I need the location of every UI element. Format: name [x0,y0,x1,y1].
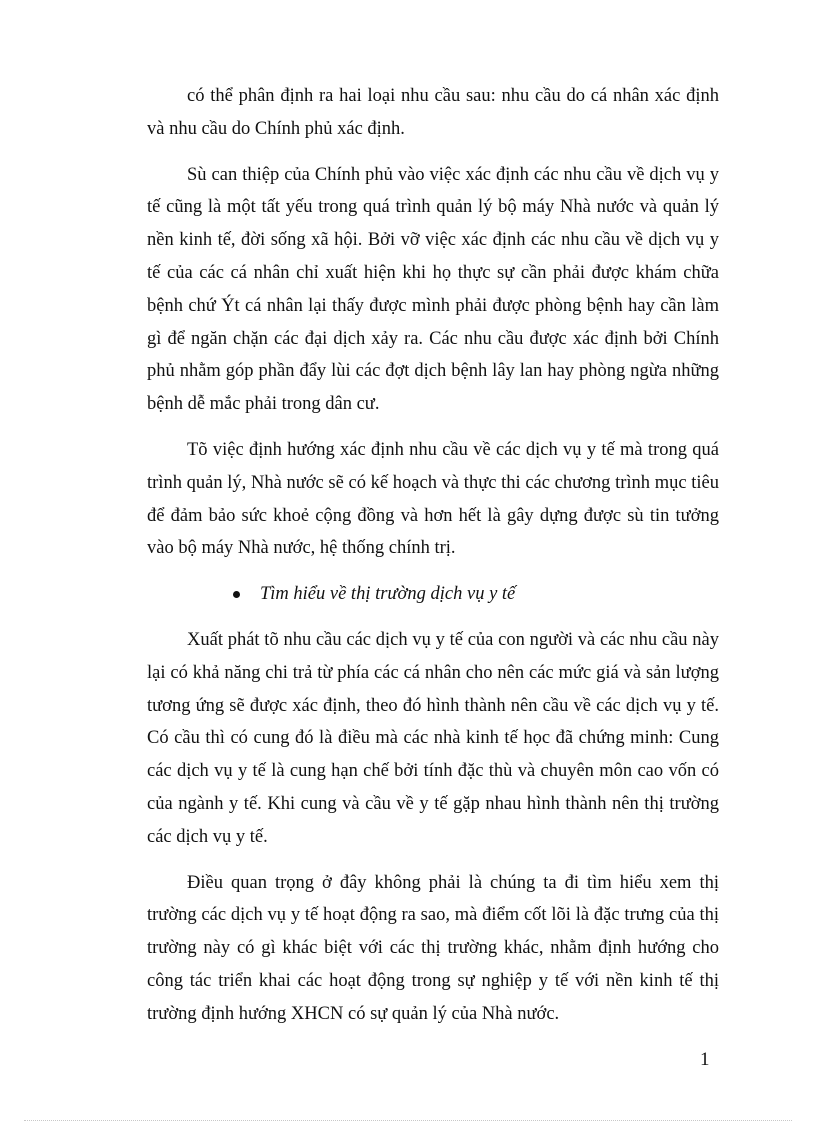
paragraph-orientation: Tõ việc định hướng xác định nhu cầu về các dịch vụ y tế mà trong quá trình quản lý, Nhà nước sẽ có kế hoạch và thực thi các chương trình mục tiêu để đảm bảo sức khoẻ cộng đồng và hơn hết là gây dựng được sù tin tưởng vào bộ máy Nhà nước, hệ thống chính trị. [147,439,719,559]
paragraph-needs-types: có thể phân định ra hai loại nhu cầu sau: nhu cầu do cá nhân xác định và nhu cầu do Chính phủ xác định. [147,86,719,139]
bullet-heading [147,578,719,611]
page-bottom-divider [24,1120,792,1121]
paragraph-market-origin: Xuất phát tõ nhu cầu các dịch vụ y tế của con người và các nhu cầu này lại có khả năng chi trả từ phía các cá nhân cho nên các mức giá và sản lượng tương ứng sẽ được xác định, theo đó hình thành nên cầu về các dịch vụ y tế. Có cầu thì có cung đó là điều mà các nhà kinh tế học đã chứng minh: Cung các dịch vụ y tế là cung hạn chế bởi tính đặc thù và chuyên môn cao vốn có của ngành y tế. Khi cung và cầu về y tế gặp nhau hình thành nên thị trường các dịch vụ y tế. [147,629,719,847]
bullet-icon [233,591,240,598]
page-number: 1 [700,1049,710,1070]
bullet-heading-text: Tìm hiểu về thị trường dịch vụ y tế [260,584,516,605]
paragraph-market-characteristics: Điều quan trọng ở đây không phải là chúng ta đi tìm hiểu xem thị trường các dịch vụ y tế hoạt động ra sao, mà điểm cốt lõi là đặc trưng của thị trường này có gì khác biệt với các thị trường khác, nhằm định hướng cho công tác triển khai các hoạt động trong sự nghiệp y tế với nền kinh tế thị trường định hướng XHCN có sự quản lý của Nhà nước. [147,872,719,1024]
page-body [147,80,719,1044]
paragraph-government-intervention: Sù can thiệp của Chính phủ vào việc xác định các nhu cầu về dịch vụ y tế cũng là một tất yếu trong quá trình quản lý bộ máy Nhà nước và quản lý nền kinh tế, đời sống xã hội. Bởi vỡ việc xác định các nhu cầu về dịch vụ y tế của các cá nhân chỉ xuất hiện khi họ thực sự cần phải được khám chữa bệnh chứ Ýt cá nhân lại thấy được mình phải được phòng bệnh hay cần làm gì để ngăn chặn các đại dịch xảy ra. Các nhu cầu được xác định bởi Chính phủ nhằm góp phần đẩy lùi các đợt dịch bệnh lây lan hay phòng ngừa những bệnh dễ mắc phải trong dân cư. [147,164,719,415]
